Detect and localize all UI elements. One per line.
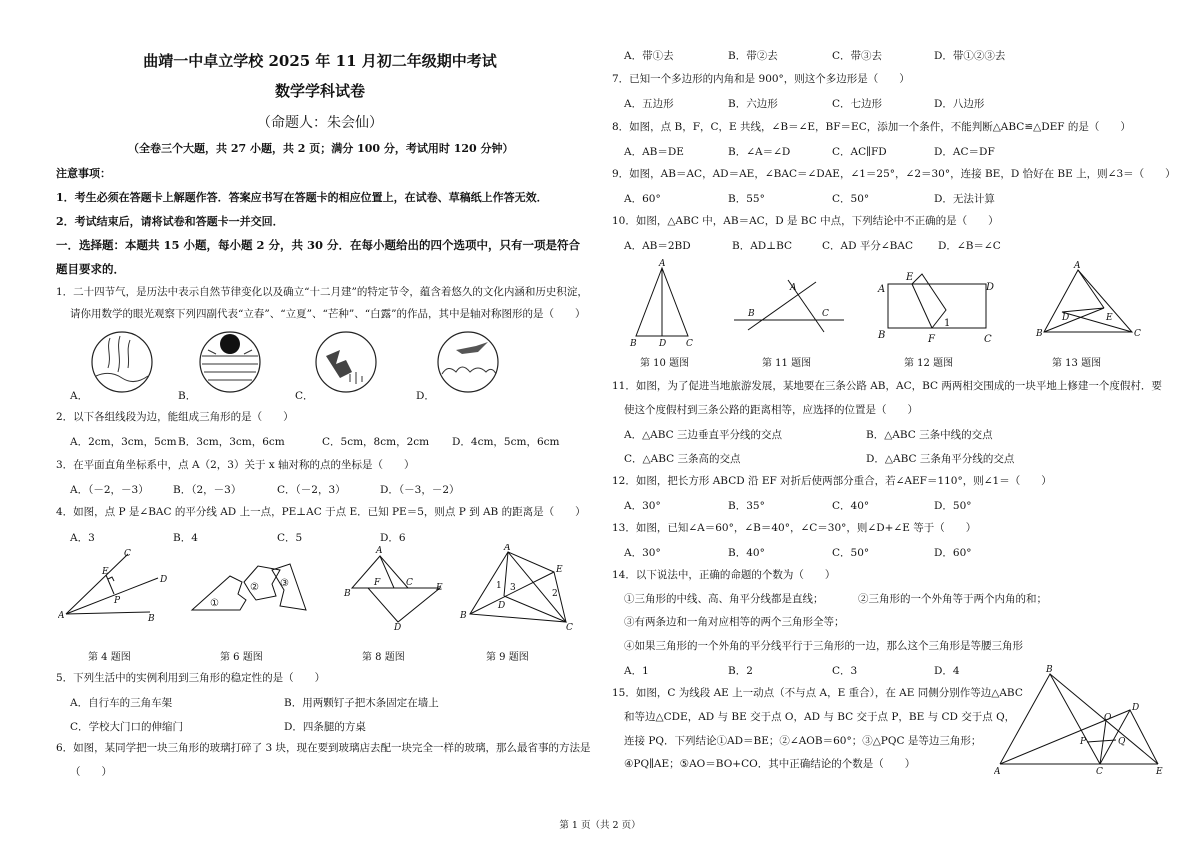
q12-option-c: C．40° xyxy=(832,500,870,512)
notes-heading: 注意事项： xyxy=(56,167,111,180)
q4-option-a: A．3 xyxy=(70,532,95,544)
q1-option-c: C． xyxy=(295,390,314,402)
q10-option-c: C．AD 平分∠BAC xyxy=(822,240,914,252)
svg-text:A: A xyxy=(994,767,1001,777)
svg-text:C: C xyxy=(686,339,693,348)
q8-option-d: D．AC＝DF xyxy=(934,146,995,158)
q7-option-c: C．七边形 xyxy=(832,98,883,110)
solar-term-image-c xyxy=(310,328,390,396)
svg-text:B: B xyxy=(460,611,467,621)
section1-line2: 题目要求的． xyxy=(56,262,125,276)
svg-text:C: C xyxy=(566,623,573,632)
q14-statement-2: ②三角形的一个外角等于两个内角的和； xyxy=(858,593,1047,605)
q6-option-b: B．带②去 xyxy=(728,50,778,62)
q1-line1: 1．二十四节气，是历法中表示自然节律变化以及确立“十二月建”的特定节令，蕴含着悠久的文化内涵和历史积淀， xyxy=(56,286,588,298)
q8-option-c: C．AC∥FD xyxy=(832,146,887,158)
q7-option-b: B．六边形 xyxy=(728,98,778,110)
svg-text:E: E xyxy=(906,272,914,283)
svg-text:2: 2 xyxy=(552,589,558,599)
figure-q15 xyxy=(994,664,1172,780)
q15-line3: 连接 PQ．下列结论①AD＝BE；②∠AOB＝60°；③△PQC 是等边三角形； xyxy=(624,735,982,747)
q9-option-b: B．55° xyxy=(728,193,765,205)
svg-text:B: B xyxy=(748,309,755,319)
exam-info: （全卷三个大题，共 27 小题，共 2 页；满分 100 分，考试用时 120 分钟） xyxy=(128,142,514,155)
svg-text:B: B xyxy=(630,339,637,348)
svg-text:D: D xyxy=(659,339,667,348)
figure-q6 xyxy=(188,560,308,618)
solar-term-image-a xyxy=(86,328,166,396)
q7-stem: 7．已知一个多边形的内角和是 900°，则这个多边形是（ ） xyxy=(612,73,910,85)
svg-text:P: P xyxy=(114,596,121,606)
q1-option-a: A． xyxy=(70,390,89,402)
svg-text:③: ③ xyxy=(280,578,289,589)
q12-option-a: A．30° xyxy=(624,500,661,512)
q6-option-a: A．带①去 xyxy=(624,50,674,62)
q1-option-d: D． xyxy=(416,390,435,402)
svg-text:D: D xyxy=(394,623,402,630)
svg-text:F: F xyxy=(374,578,381,588)
svg-text:3: 3 xyxy=(510,583,516,593)
svg-text:D: D xyxy=(1062,313,1070,323)
q12-option-b: B．35° xyxy=(728,500,765,512)
section1-line1: 一．选择题：本题共 15 小题，每小题 2 分，共 30 分．在每小题给出的四个选项中，只有一项是符合 xyxy=(56,238,581,252)
q4-option-b: B．4 xyxy=(173,532,198,544)
q14-statement-4: ④如果三角形的一个外角的平分线平行于三角形的一边，那么这个三角形是等腰三角形 xyxy=(624,640,1023,652)
svg-text:D: D xyxy=(160,575,168,585)
caption-figure-q11: 第 11 题图 xyxy=(762,358,812,369)
svg-text:B: B xyxy=(344,589,351,599)
caption-figure-q12: 第 12 题图 xyxy=(904,358,954,369)
q6-option-c: C．带③去 xyxy=(832,50,883,62)
q2-stem: 2．以下各组线段为边，能组成三角形的是（ ） xyxy=(56,411,294,423)
figure-q9 xyxy=(456,544,586,632)
svg-text:B: B xyxy=(1036,329,1043,339)
q11-line2: 使这个度假村到三条公路的距离相等，应选择的位置是（ ） xyxy=(624,404,918,416)
q13-stem: 13．如图，已知∠A＝60°，∠B＝40°，∠C＝30°，则∠D+∠E 等于（ ） xyxy=(612,522,977,534)
svg-text:B: B xyxy=(878,330,886,341)
q8-option-a: A．AB＝DE xyxy=(624,146,684,158)
subject-title: 数学学科试卷 xyxy=(274,82,365,100)
q7-option-a: A．五边形 xyxy=(624,98,674,110)
q14-stem: 14．以下说法中，正确的命题的个数为（ ） xyxy=(612,569,836,581)
svg-text:1: 1 xyxy=(496,581,502,591)
q5-stem: 5．下列生活中的实例利用到三角形的稳定性的是（ ） xyxy=(56,672,326,684)
q10-option-b: B．AD⊥BC xyxy=(732,240,793,252)
q5-option-d: D．四条腿的方桌 xyxy=(284,721,366,733)
q10-option-a: A．AB＝2BD xyxy=(624,240,691,252)
figure-q4 xyxy=(58,548,168,626)
svg-text:A: A xyxy=(58,611,65,621)
caption-figure-q10: 第 10 题图 xyxy=(640,358,690,369)
q1-line2: 请你用数学的眼光观察下列四副代表“立春”、“立夏”、“芒种”、“白露”的作品，其中是轴对称图形的是（ ） xyxy=(70,308,586,320)
svg-text:E: E xyxy=(102,567,109,577)
q9-option-d: D．无法计算 xyxy=(934,193,995,205)
q9-option-c: C．50° xyxy=(832,193,870,205)
q6-line1: 6．如图，某同学把一块三角形的玻璃打碎了 3 块，现在要到玻璃店去配一块完全一样的玻璃，那么最省事的方法是 xyxy=(56,742,591,754)
svg-text:F: F xyxy=(928,334,935,345)
figure-q13 xyxy=(1032,260,1142,344)
author-line: （命题人：朱会仙） xyxy=(257,115,383,131)
svg-text:1: 1 xyxy=(944,318,951,329)
q10-option-d: D．∠B＝∠C xyxy=(938,240,1001,252)
svg-text:A: A xyxy=(376,546,383,556)
q11-option-b: B．△ABC 三条中线的交点 xyxy=(866,429,993,441)
q3-option-a: A．（－2，－3） xyxy=(70,484,149,496)
q4-stem: 4．如图，点 P 是∠BAC 的平分线 AD 上一点，PE⊥AC 于点 E．已知 PE＝5，则点 P 到 AB 的距离是（ ） xyxy=(56,506,586,518)
svg-text:B: B xyxy=(148,614,155,624)
figure-q11 xyxy=(728,274,848,334)
solar-term-image-d xyxy=(432,328,512,396)
q7-option-d: D．八边形 xyxy=(934,98,985,110)
q3-stem: 3．在平面直角坐标系中，点 A（2，3）关于 x 轴对称的点的坐标是（ ） xyxy=(56,459,415,471)
page-footer: 第 1 页（共 2 页） xyxy=(559,820,641,831)
q10-stem: 10．如图，△ABC 中，AB＝AC，D 是 BC 中点，下列结论中不正确的是（ ） xyxy=(612,215,999,227)
svg-text:D: D xyxy=(986,282,995,293)
q14-option-b: B．2 xyxy=(728,665,753,677)
q5-option-b: B．用两颗钉子把木条固定在墙上 xyxy=(284,697,439,709)
q15-line4: ④PQ∥AE；⑤AO＝BO+CO．其中正确结论的个数是（ ） xyxy=(624,758,916,770)
caption-figure-q6: 第 6 题图 xyxy=(220,652,263,663)
q15-line1: 15．如图，C 为线段 AE 上一动点（不与点 A，E 重合），在 AE 同侧分别作等边△ABC xyxy=(612,687,1023,699)
solar-term-image-b xyxy=(194,326,274,396)
q2-option-d: D．4cm，5cm，6cm xyxy=(452,436,560,448)
svg-text:B: B xyxy=(1046,665,1053,675)
q12-option-d: D．50° xyxy=(934,500,972,512)
svg-text:C: C xyxy=(406,578,413,588)
q8-stem: 8．如图，点 B，F，C，E 共线，∠B＝∠E，BF＝EC，添加一个条件，不能判断△ABC≌△DEF 的是（ ） xyxy=(612,121,1131,133)
q2-option-c: C．5cm，8cm，2cm xyxy=(322,436,430,448)
q2-option-b: B．3cm，3cm，6cm xyxy=(178,436,285,448)
caption-figure-q4: 第 4 题图 xyxy=(88,652,131,663)
q4-option-d: D．6 xyxy=(380,532,406,544)
svg-text:A: A xyxy=(1074,261,1081,271)
q6-line2: （ ） xyxy=(70,766,112,778)
q15-line2: 和等边△CDE，AD 与 BE 交于点 O，AD 与 BC 交于点 P，BE 与 CD 交于点 Q， xyxy=(624,711,1016,723)
caption-figure-q8: 第 8 题图 xyxy=(362,652,405,663)
svg-text:O: O xyxy=(1104,713,1112,723)
svg-text:A: A xyxy=(790,283,797,293)
q3-option-b: B．（2，－3） xyxy=(173,484,242,496)
figure-q10 xyxy=(626,258,698,348)
q5-option-c: C．学校大门口的伸缩门 xyxy=(70,721,184,733)
q1-option-b: B． xyxy=(178,390,197,402)
svg-text:A: A xyxy=(878,284,886,295)
q14-statement-3: ③有两条边和一角对应相等的两个三角形全等； xyxy=(624,616,845,628)
q13-option-b: B．40° xyxy=(728,547,765,559)
q14-option-a: A．1 xyxy=(624,665,649,677)
svg-text:E: E xyxy=(436,583,443,593)
svg-text:C: C xyxy=(984,334,992,345)
svg-text:E: E xyxy=(1156,767,1163,777)
q9-stem: 9．如图，AB＝AC，AD＝AE，∠BAC＝∠DAE，∠1＝25°，∠2＝30°，连接 BE，D 恰好在 BE 上，则∠3＝（ ） xyxy=(612,168,1176,180)
svg-text:E: E xyxy=(556,565,563,575)
svg-text:E: E xyxy=(1106,313,1113,323)
svg-text:C: C xyxy=(1134,329,1141,339)
svg-text:C: C xyxy=(124,549,131,559)
figure-q8 xyxy=(342,544,452,630)
svg-text:C: C xyxy=(822,309,829,319)
caption-figure-q13: 第 13 题图 xyxy=(1052,358,1102,369)
svg-text:A: A xyxy=(504,544,511,553)
q13-option-c: C．50° xyxy=(832,547,870,559)
figure-q12 xyxy=(876,266,996,346)
q9-option-a: A．60° xyxy=(624,193,661,205)
svg-text:①: ① xyxy=(210,598,219,609)
svg-text:A: A xyxy=(659,259,666,269)
q11-line1: 11．如图，为了促进当地旅游发展，某地要在三条公路 AB，AC，BC 两两相交围成的一块平地上修建一个度假村．要 xyxy=(612,380,1162,392)
caption-figure-q9: 第 9 题图 xyxy=(486,652,529,663)
q11-option-c: C．△ABC 三条高的交点 xyxy=(624,453,741,465)
exam-title: 曲靖一中卓立学校 2025 年 11 月初二年级期中考试 xyxy=(143,52,497,70)
q12-stem: 12．如图，把长方形 ABCD 沿 EF 对折后使两部分重合，若∠AEF＝110°，则∠1＝（ ） xyxy=(612,475,1052,487)
q6-option-d: D．带①②③去 xyxy=(934,50,1006,62)
q5-option-a: A．自行车的三角车架 xyxy=(70,697,173,709)
note-1: 1．考生必须在答题卡上解题作答．答案应书写在答题卡的相应位置上，在试卷、草稿纸上作答无效． xyxy=(56,191,548,204)
q13-option-d: D．60° xyxy=(934,547,972,559)
q14-option-d: D．4 xyxy=(934,665,960,677)
q8-option-b: B．∠A＝∠D xyxy=(728,146,791,158)
svg-text:D: D xyxy=(498,601,506,611)
q11-option-d: D．△ABC 三条角平分线的交点 xyxy=(866,453,1015,465)
q11-option-a: A．△ABC 三边垂直平分线的交点 xyxy=(624,429,783,441)
q3-option-d: D．（－3，－2） xyxy=(380,484,460,496)
svg-text:C: C xyxy=(1096,767,1103,777)
svg-text:Q: Q xyxy=(1118,737,1126,747)
q14-option-c: C．3 xyxy=(832,665,858,677)
q4-option-c: C．5 xyxy=(277,532,303,544)
q3-option-c: C．（－2，3） xyxy=(277,484,346,496)
svg-text:②: ② xyxy=(250,582,259,593)
note-2: 2．考试结束后，请将试卷和答题卡一并交回． xyxy=(56,215,284,228)
svg-text:D: D xyxy=(1132,703,1140,713)
q13-option-a: A．30° xyxy=(624,547,661,559)
svg-text:P: P xyxy=(1080,737,1087,747)
q14-statement-1: ①三角形的中线、高、角平分线都是直线； xyxy=(624,593,824,605)
q2-option-a: A．2cm，3cm，5cm xyxy=(70,436,177,448)
